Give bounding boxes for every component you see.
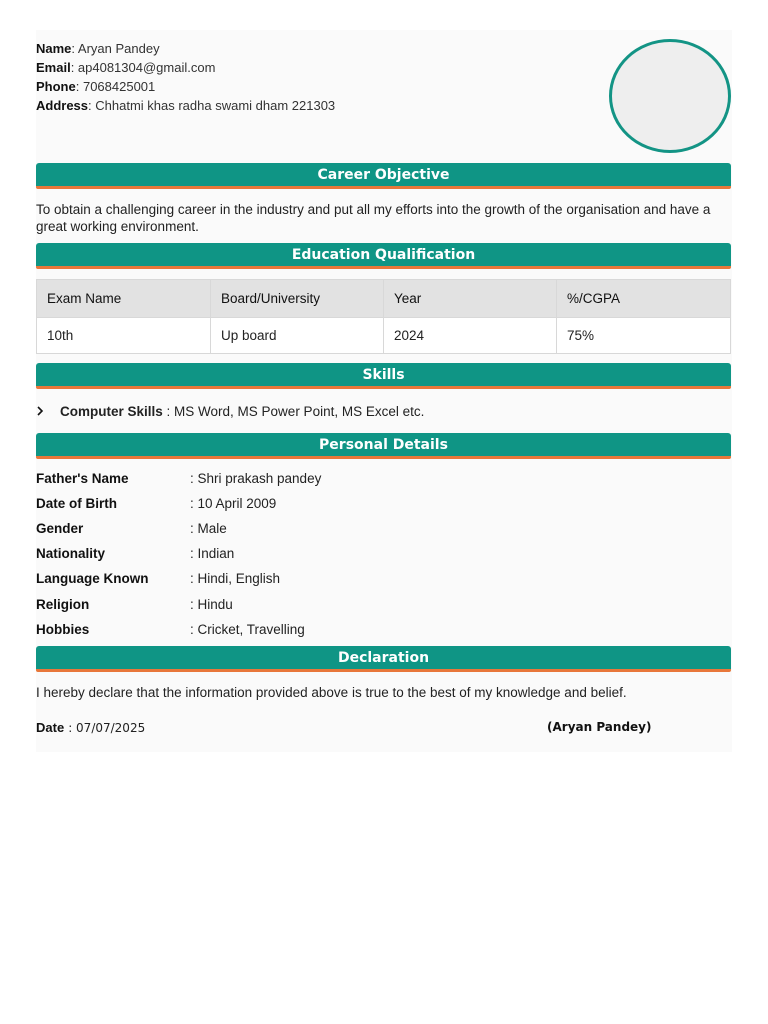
column-header: %/CGPA [557, 280, 731, 318]
detail-value: : Hindu [190, 597, 233, 612]
career-objective-heading: Career Objective [36, 163, 731, 189]
profile-photo-placeholder [609, 39, 731, 153]
detail-value: : Male [190, 521, 227, 536]
detail-label: Father's Name [36, 471, 129, 486]
detail-value: : Hindi, English [190, 571, 281, 586]
table-cell: 2024 [384, 318, 557, 354]
detail-value: : Cricket, Travelling [190, 622, 305, 637]
skills-heading: Skills [36, 363, 731, 389]
skill-item [36, 404, 424, 419]
address-label: Address [36, 98, 89, 113]
education-table [36, 279, 731, 354]
declaration-text: I hereby declare that the information provided above is true to the best of my knowledge and belief. [36, 685, 627, 700]
detail-label: Religion [36, 597, 90, 612]
table-cell: Up board [211, 318, 384, 354]
date-label: Date [36, 720, 65, 735]
detail-value: : Shri prakash pandey [190, 471, 322, 486]
detail-label: Language Known [36, 571, 149, 586]
email-row [36, 59, 335, 78]
education-heading: Education Qualification [36, 243, 731, 269]
table-cell: 75% [557, 318, 731, 354]
detail-label: Nationality [36, 546, 106, 561]
detail-label: Gender [36, 521, 84, 536]
column-header: Exam Name [37, 280, 211, 318]
email-value: : ap4081304@gmail.com [70, 60, 216, 75]
detail-value: : 10 April 2009 [190, 496, 277, 511]
phone-value: : 7068425001 [75, 79, 156, 94]
name-row [36, 40, 335, 59]
signature-name: (Aryan Pandey) [547, 720, 652, 734]
table-row [37, 318, 731, 354]
detail-value: : Indian [190, 546, 235, 561]
name-value: : Aryan Pandey [71, 41, 160, 56]
skill-label: Computer Skills [60, 404, 163, 419]
skill-value: : MS Word, MS Power Point, MS Excel etc. [162, 404, 425, 419]
date-line [36, 720, 145, 735]
detail-label: Date of Birth [36, 496, 117, 511]
phone-row [36, 78, 335, 97]
address-row [36, 97, 335, 116]
personal-details-heading: Personal Details [36, 433, 731, 459]
table-header-row [37, 280, 731, 318]
declaration-heading: Declaration [36, 646, 731, 672]
address-value: : Chhatmi khas radha swami dham 221303 [88, 98, 336, 113]
phone-label: Phone [36, 79, 76, 94]
column-header: Board/University [211, 280, 384, 318]
date-value: : 07/07/2025 [68, 721, 146, 735]
contact-block [36, 40, 335, 116]
name-label: Name [36, 41, 72, 56]
career-objective-text: To obtain a challenging career in the industry and put all my efforts into the growth of the organisation and have a great working environment. [36, 202, 711, 234]
email-label: Email [36, 60, 71, 75]
chevron-right-icon [36, 405, 60, 419]
resume-page [36, 30, 732, 752]
column-header: Year [384, 280, 557, 318]
table-cell: 10th [37, 318, 211, 354]
detail-label: Hobbies [36, 622, 90, 637]
